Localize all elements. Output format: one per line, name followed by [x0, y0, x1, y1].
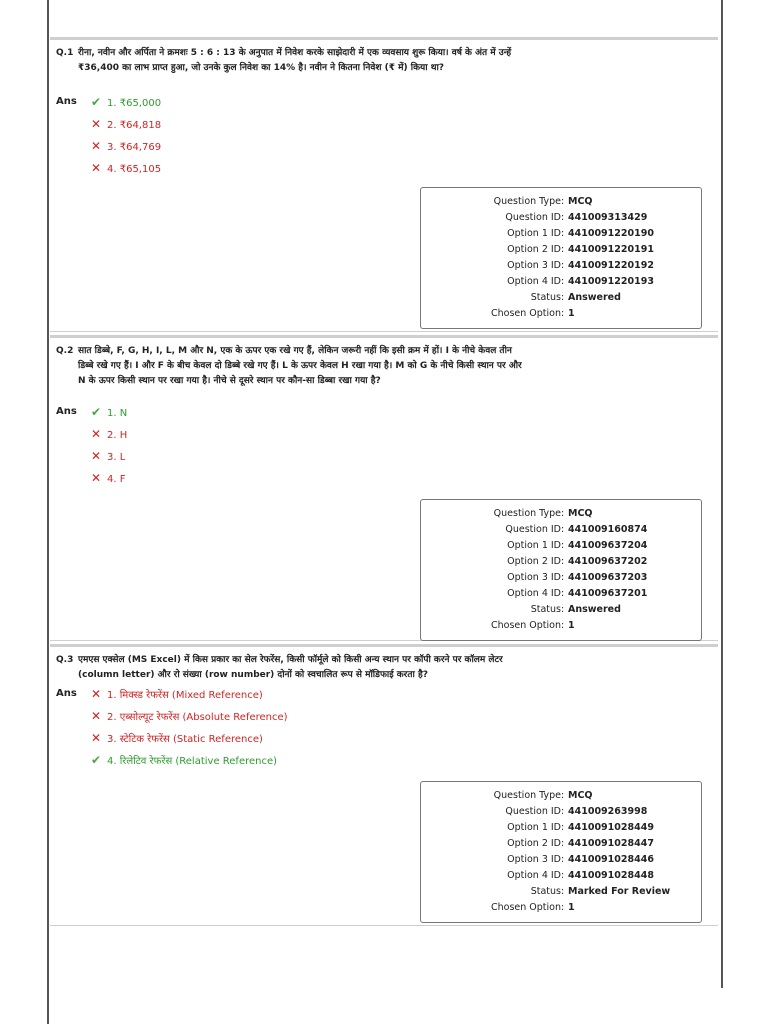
info-sep: :	[561, 196, 565, 207]
cross-icon: ✕	[90, 161, 102, 175]
info-row	[421, 554, 701, 569]
cross-icon: ✕	[90, 139, 102, 153]
info-value: MCQ	[568, 196, 593, 207]
info-row	[421, 900, 701, 915]
info-row	[421, 194, 701, 209]
question-text: रीना, नवीन और अर्पिता ने क्रमशः 5 : 6 : 13 के अनुपात में निवेश करके साझेदारी में एक व्यवसाय शुरू किया। वर्ष के अंत में उन्हें ₹36,400 का लाभ प्राप्त हुआ, जो उनके कुल निवेश का 14% है। नवीन ने कितना निवेश (₹ में) किया था?	[78, 48, 512, 73]
info-value: 1	[568, 902, 575, 913]
info-row	[421, 522, 701, 537]
info-key: Option 4 ID	[507, 870, 561, 881]
info-row	[421, 788, 701, 803]
question-block-1	[50, 37, 718, 332]
info-sep: :	[561, 556, 565, 567]
info-value: 4410091028447	[568, 838, 654, 849]
option-label: 3. ₹64,769	[107, 142, 162, 153]
info-key: Option 2 ID	[507, 838, 561, 849]
question-text: सात डिब्बे, F, G, H, I, L, M और N, एक के ऊपर एक रखे गए हैं, लेकिन जरूरी नहीं कि इसी क्रम में हों। I के नीचे केवल तीन डिब्बे रखे गए हैं। I और F के बीच केवल दो डिब्बे रखे गए हैं। L के ऊपर केवल H रखा गया है। M को G के नीचे किसी स्थान पर और N के ऊपर किसी स्थान पर रखा गया है। नीचे से दूसरे स्थान पर कौन-सा डिब्बा रखा गया है?	[78, 346, 522, 386]
info-row	[421, 306, 701, 321]
info-row	[421, 210, 701, 225]
info-sep: :	[561, 308, 565, 319]
info-row	[421, 226, 701, 241]
question-info-box	[420, 499, 702, 641]
info-value: 1	[568, 308, 575, 319]
info-value: Answered	[568, 604, 621, 615]
info-key: Question Type	[493, 508, 561, 519]
info-row	[421, 884, 701, 899]
option-2	[88, 117, 161, 131]
info-sep: :	[561, 212, 565, 223]
question-text-block	[56, 46, 526, 76]
question-number: Q.1	[56, 48, 74, 58]
option-2	[88, 709, 288, 723]
check-icon: ✔	[90, 753, 102, 767]
info-row	[421, 242, 701, 257]
info-key: Option 1 ID	[507, 540, 561, 551]
option-4	[88, 471, 125, 485]
page-right-border	[721, 0, 723, 988]
info-sep: :	[561, 870, 565, 881]
cross-icon: ✕	[90, 427, 102, 441]
question-info-box	[420, 781, 702, 923]
info-value: 441009637201	[568, 588, 648, 599]
info-value: 4410091220192	[568, 260, 654, 271]
info-value: 441009313429	[568, 212, 648, 223]
cross-icon: ✕	[90, 449, 102, 463]
info-value: 441009637202	[568, 556, 648, 567]
option-2	[88, 427, 127, 441]
cross-icon: ✕	[90, 731, 102, 745]
info-value: 4410091220191	[568, 244, 654, 255]
info-row	[421, 602, 701, 617]
option-4	[88, 753, 277, 767]
info-sep: :	[561, 902, 565, 913]
info-key: Option 4 ID	[507, 276, 561, 287]
info-key: Option 3 ID	[507, 854, 561, 865]
info-row	[421, 258, 701, 273]
info-key: Chosen Option	[490, 620, 561, 631]
info-row	[421, 290, 701, 305]
option-3	[88, 449, 125, 463]
option-label: 1. N	[107, 408, 128, 419]
info-sep: :	[561, 572, 565, 583]
info-row	[421, 618, 701, 633]
option-label: 3. L	[107, 452, 126, 463]
option-1	[88, 687, 263, 701]
info-row	[421, 506, 701, 521]
answer-label: Ans	[56, 406, 77, 417]
cross-icon: ✕	[90, 471, 102, 485]
info-value: Answered	[568, 292, 621, 303]
info-key: Option 3 ID	[507, 260, 561, 271]
info-sep: :	[561, 790, 565, 801]
option-label: 2. एब्सोल्यूट रेफरेंस (Absolute Reference)	[107, 712, 288, 723]
option-label: 3. स्टेटिक रेफरेंस (Static Reference)	[107, 734, 263, 745]
info-sep: :	[561, 854, 565, 865]
info-sep: :	[561, 822, 565, 833]
info-sep: :	[561, 588, 565, 599]
info-sep: :	[561, 886, 565, 897]
info-row	[421, 820, 701, 835]
info-row	[421, 586, 701, 601]
option-1	[88, 95, 161, 109]
info-value: 441009637203	[568, 572, 648, 583]
cross-icon: ✕	[90, 117, 102, 131]
info-value: 4410091220190	[568, 228, 654, 239]
question-text-block	[56, 344, 526, 389]
info-sep: :	[561, 540, 565, 551]
info-row	[421, 868, 701, 883]
info-value: 4410091028448	[568, 870, 654, 881]
info-key: Option 1 ID	[507, 822, 561, 833]
info-sep: :	[561, 806, 565, 817]
answer-label: Ans	[56, 96, 77, 107]
info-value: MCQ	[568, 508, 593, 519]
option-label: 4. ₹65,105	[107, 164, 162, 175]
option-3	[88, 731, 263, 745]
info-row	[421, 836, 701, 851]
info-value: 4410091028449	[568, 822, 654, 833]
info-row	[421, 570, 701, 585]
page-left-border	[47, 0, 49, 1024]
info-key: Chosen Option	[490, 902, 561, 913]
info-key: Question Type	[493, 196, 561, 207]
info-value: Marked For Review	[568, 886, 671, 897]
info-value: MCQ	[568, 790, 593, 801]
info-key: Question Type	[493, 790, 561, 801]
info-sep: :	[561, 604, 565, 615]
option-label: 1. मिक्स्ड रेफरेंस (Mixed Reference)	[107, 690, 263, 701]
info-sep: :	[561, 228, 565, 239]
question-number: Q.3	[56, 655, 74, 665]
info-key: Question ID	[505, 524, 561, 535]
cross-icon: ✕	[90, 709, 102, 723]
info-value: 4410091220193	[568, 276, 654, 287]
info-value: 441009160874	[568, 524, 648, 535]
question-number: Q.2	[56, 346, 74, 356]
info-row	[421, 274, 701, 289]
info-key: Chosen Option	[490, 308, 561, 319]
question-text: एमएस एक्सेल (MS Excel) में किस प्रकार का सेल रेफरेंस, किसी फॉर्मूले को किसी अन्य स्थान पर कॉपी करने पर कॉलम लेटर (column letter) और रो संख्या (row number) दोनों को स्वचालित रूप से मॉडिफाई करता है?	[78, 655, 503, 680]
check-icon: ✔	[90, 95, 102, 109]
info-sep: :	[561, 620, 565, 631]
info-sep: :	[561, 292, 565, 303]
question-text-block	[56, 653, 526, 683]
info-value: 1	[568, 620, 575, 631]
option-label: 2. ₹64,818	[107, 120, 162, 131]
info-key: Option 2 ID	[507, 244, 561, 255]
info-value: 441009637204	[568, 540, 648, 551]
info-sep: :	[561, 260, 565, 271]
info-row	[421, 538, 701, 553]
option-label: 1. ₹65,000	[107, 98, 162, 109]
info-key: Option 2 ID	[507, 556, 561, 567]
info-row	[421, 852, 701, 867]
info-sep: :	[561, 524, 565, 535]
info-row	[421, 804, 701, 819]
info-key: Status	[530, 886, 561, 897]
question-info-box	[420, 187, 702, 329]
info-sep: :	[561, 244, 565, 255]
info-key: Status	[530, 292, 561, 303]
question-block-3	[50, 644, 718, 926]
info-key: Option 3 ID	[507, 572, 561, 583]
option-label: 2. H	[107, 430, 128, 441]
info-value: 441009263998	[568, 806, 648, 817]
info-key: Status	[530, 604, 561, 615]
option-1	[88, 405, 127, 419]
info-key: Question ID	[505, 212, 561, 223]
info-sep: :	[561, 276, 565, 287]
answer-label: Ans	[56, 688, 77, 699]
question-block-2	[50, 335, 718, 641]
option-label: 4. रिलेटिव रेफरेंस (Relative Reference)	[107, 756, 278, 767]
option-4	[88, 161, 161, 175]
check-icon: ✔	[90, 405, 102, 419]
info-sep: :	[561, 508, 565, 519]
info-value: 4410091028446	[568, 854, 654, 865]
option-label: 4. F	[107, 474, 126, 485]
cross-icon: ✕	[90, 687, 102, 701]
info-key: Question ID	[505, 806, 561, 817]
option-3	[88, 139, 161, 153]
info-key: Option 1 ID	[507, 228, 561, 239]
info-key: Option 4 ID	[507, 588, 561, 599]
info-sep: :	[561, 838, 565, 849]
